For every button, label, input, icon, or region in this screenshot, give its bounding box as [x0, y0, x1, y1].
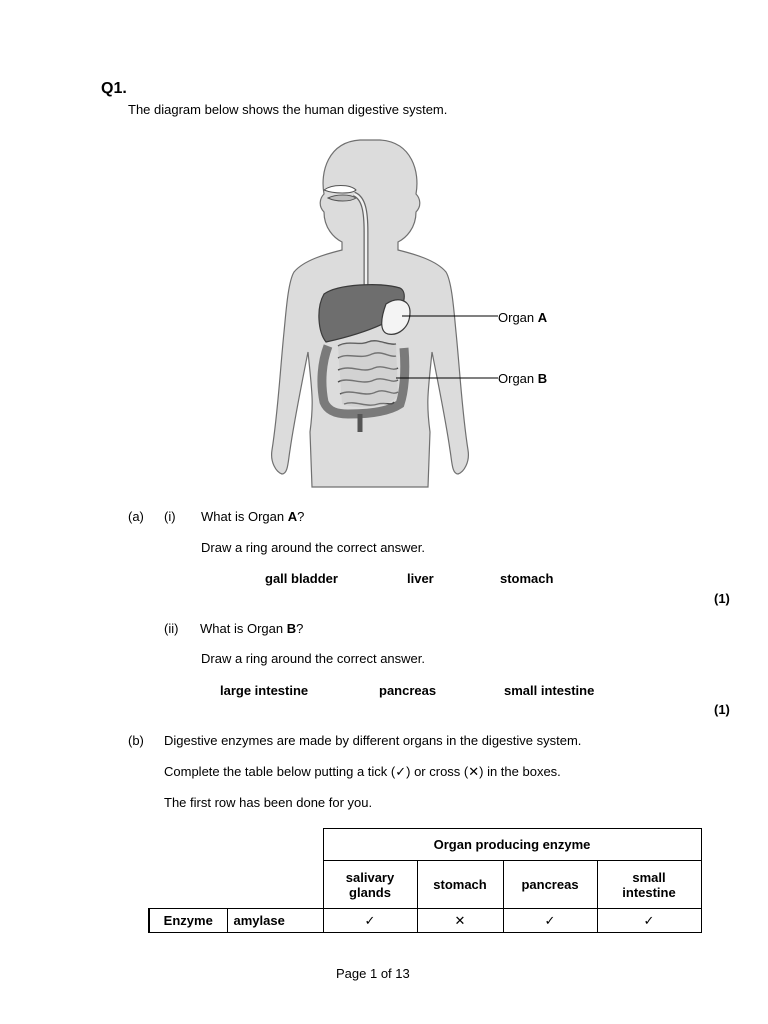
col-header-pancreas: pancreas — [503, 861, 597, 909]
part-a-ii-marks: (1) — [714, 702, 730, 717]
part-b-label: (b) — [128, 733, 144, 748]
cell-amylase-pancreas[interactable]: ✓ — [503, 909, 597, 933]
cell-amylase-stomach[interactable]: ✕ — [417, 909, 503, 933]
answer-option-stomach[interactable]: stomach — [500, 571, 554, 586]
col-header-salivary-glands: salivary glands — [323, 861, 417, 909]
part-a-ii-q-letter: B — [286, 621, 297, 636]
answer-option-gall-bladder[interactable]: gall bladder — [265, 571, 338, 586]
part-b-line2: Complete the table below putting a tick (✓) or cross (✕) in the boxes. — [164, 764, 561, 779]
table-blank-cell — [227, 829, 323, 861]
enzyme-table — [148, 828, 702, 933]
col-header-stomach: stomach — [417, 861, 503, 909]
cell-amylase-salivary-glands[interactable]: ✓ — [323, 909, 417, 933]
part-a-ii-label: (ii) — [164, 621, 179, 636]
organ-a-letter: A — [537, 310, 548, 325]
answer-option-pancreas[interactable]: pancreas — [379, 683, 437, 698]
table-blank-cell — [149, 861, 227, 909]
part-a-i-label: (i) — [164, 509, 176, 524]
col-header-small-intestine: small intestine — [597, 861, 701, 909]
answer-option-large-intestine[interactable]: large intestine — [220, 683, 309, 698]
cell-amylase-small-intestine[interactable]: ✓ — [597, 909, 701, 933]
tongue — [328, 195, 356, 201]
part-a-ii-question — [200, 621, 303, 636]
row-enzyme-name: amylase — [227, 909, 323, 933]
question-intro: The diagram below shows the human digestive system. — [128, 102, 448, 117]
organ-b-label — [498, 371, 547, 386]
answer-option-liver[interactable]: liver — [407, 571, 434, 586]
part-a-i-question — [201, 509, 304, 524]
table-group-header: Organ producing enzyme — [323, 829, 701, 861]
answer-option-small-intestine[interactable]: small intestine — [504, 683, 595, 698]
organ-b-prefix: Organ — [498, 371, 538, 386]
part-a-ii-instruction: Draw a ring around the correct answer. — [201, 651, 425, 666]
part-b-line1: Digestive enzymes are made by different organs in the digestive system. — [164, 733, 582, 748]
question-number: Q1. — [101, 80, 127, 97]
part-a-ii-q-suffix: ? — [296, 621, 304, 636]
part-a-i-instruction: Draw a ring around the correct answer. — [201, 540, 425, 555]
page-footer: Page 1 of 13 — [336, 966, 410, 981]
part-a-label: (a) — [128, 509, 144, 524]
part-a-i-q-prefix: What is Organ — [201, 509, 288, 524]
table-blank-cell — [149, 829, 227, 861]
organ-a-label — [498, 310, 547, 325]
organ-a-prefix: Organ — [498, 310, 538, 325]
part-a-ii-q-prefix: What is Organ — [200, 621, 287, 636]
part-a-i-q-suffix: ? — [297, 509, 305, 524]
part-a-i-marks: (1) — [714, 591, 730, 606]
part-a-i-q-letter: A — [287, 509, 298, 524]
table-blank-cell — [227, 861, 323, 909]
organ-b-letter: B — [537, 371, 548, 386]
part-b-line3: The first row has been done for you. — [164, 795, 373, 810]
small-intestine-fill — [338, 341, 398, 407]
row-label-enzyme: Enzyme — [149, 909, 227, 933]
